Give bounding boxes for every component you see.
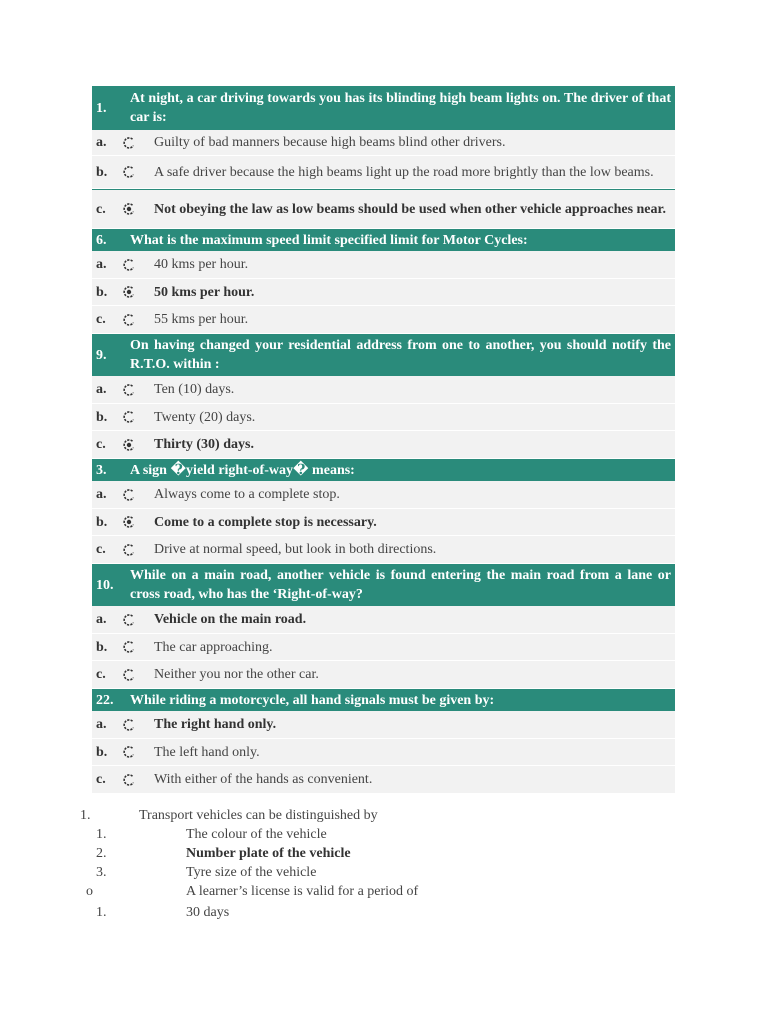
answer-option[interactable] xyxy=(92,606,675,634)
radio-selected-icon[interactable] xyxy=(122,285,154,299)
list-marker: 1. xyxy=(80,808,91,823)
question-header xyxy=(92,86,675,130)
list-marker: 3. xyxy=(96,865,107,880)
option-letter: a. xyxy=(96,257,107,272)
option-text: Twenty (20) days. xyxy=(154,409,256,425)
option-letter: c. xyxy=(96,437,106,452)
question-text: At night, a car driving towards you has its blinding high beam lights on. The driver of that car is: xyxy=(130,91,671,125)
option-letter: a. xyxy=(96,612,107,627)
option-text: Thirty (30) days. xyxy=(154,437,254,452)
list-marker: 2. xyxy=(96,846,107,861)
answer-option[interactable] xyxy=(92,156,675,189)
question-number: 6. xyxy=(96,232,107,248)
question-text: What is the maximum speed limit specified limit for Motor Cycles: xyxy=(130,232,528,248)
radio-unselected-icon[interactable] xyxy=(122,613,154,627)
radio-unselected-icon[interactable] xyxy=(122,258,154,272)
radio-unselected-icon[interactable] xyxy=(122,410,154,424)
answer-option[interactable] xyxy=(92,536,675,564)
option-text: Drive at normal speed, but look in both directions. xyxy=(154,542,437,557)
option-text: With either of the hands as convenient. xyxy=(154,772,373,787)
option-letter: c. xyxy=(96,667,106,682)
option-letter: a. xyxy=(96,382,107,397)
question-number: 9. xyxy=(96,347,107,363)
option-text: The car approaching. xyxy=(154,639,273,655)
list-text: Tyre size of the vehicle xyxy=(186,865,317,880)
list-text: Transport vehicles can be distinguished by xyxy=(139,808,378,823)
answer-option[interactable] xyxy=(92,306,675,334)
option-text: 40 kms per hour. xyxy=(154,257,249,272)
option-letter: b. xyxy=(96,164,108,180)
answer-option[interactable] xyxy=(92,481,675,509)
radio-unselected-icon[interactable] xyxy=(122,668,154,682)
question-header xyxy=(92,689,675,711)
option-text: 55 kms per hour. xyxy=(154,312,249,327)
question-text: A sign �yield right-of-way� means: xyxy=(130,462,355,478)
list-marker: 1. xyxy=(96,827,107,842)
radio-unselected-icon[interactable] xyxy=(122,543,154,557)
option-text: Come to a complete stop is necessary. xyxy=(154,514,377,530)
option-text: Vehicle on the main road. xyxy=(154,612,307,627)
radio-unselected-icon[interactable] xyxy=(122,718,154,732)
option-text: The right hand only. xyxy=(154,717,277,732)
option-letter: b. xyxy=(96,409,108,425)
list-text: The colour of the vehicle xyxy=(186,827,327,842)
list-marker: 1. xyxy=(96,905,107,920)
answer-option[interactable] xyxy=(92,739,675,766)
option-text: A safe driver because the high beams light up the road more brightly than the low beams. xyxy=(154,164,654,180)
option-letter: b. xyxy=(96,514,108,530)
option-letter: a. xyxy=(96,487,107,502)
answer-option[interactable] xyxy=(92,189,675,229)
option-letter: b. xyxy=(96,639,108,655)
list-text: A learner’s license is valid for a period of xyxy=(186,884,419,899)
question-header xyxy=(92,334,675,376)
question-number: 3. xyxy=(96,462,107,478)
radio-selected-icon[interactable] xyxy=(122,515,154,529)
answer-option[interactable] xyxy=(92,509,675,536)
answer-option[interactable] xyxy=(92,634,675,661)
answer-option[interactable] xyxy=(92,279,675,306)
radio-unselected-icon[interactable] xyxy=(122,745,154,759)
question-text: While on a main road, another vehicle is found entering the main road from a lane or cross road, who has the ‘Right-of-way? xyxy=(130,568,671,602)
radio-unselected-icon[interactable] xyxy=(122,313,154,327)
answer-option[interactable] xyxy=(92,130,675,156)
answer-option[interactable] xyxy=(92,404,675,431)
option-text: Ten (10) days. xyxy=(154,382,235,397)
option-letter: b. xyxy=(96,284,108,300)
list-text: 30 days xyxy=(186,905,230,920)
list-text: Number plate of the vehicle xyxy=(186,846,351,861)
question-number: 10. xyxy=(96,577,114,593)
question-number: 1. xyxy=(96,100,107,116)
question-header xyxy=(92,459,675,481)
radio-selected-icon[interactable] xyxy=(122,438,154,452)
option-text: Not obeying the law as low beams should be used when other vehicle approaches near. xyxy=(154,201,666,217)
option-letter: b. xyxy=(96,744,108,760)
option-letter: c. xyxy=(96,201,106,217)
option-text: Guilty of bad manners because high beams blind other drivers. xyxy=(154,135,506,150)
answer-option[interactable] xyxy=(92,431,675,459)
radio-unselected-icon[interactable] xyxy=(122,136,154,150)
radio-unselected-icon[interactable] xyxy=(122,488,154,502)
question-header xyxy=(92,564,675,606)
question-text: While riding a motorcycle, all hand signals must be given by: xyxy=(130,692,495,708)
answer-option[interactable] xyxy=(92,376,675,404)
question-header xyxy=(92,229,675,251)
option-text: Neither you nor the other car. xyxy=(154,667,319,682)
radio-unselected-icon[interactable] xyxy=(122,165,154,179)
radio-selected-icon[interactable] xyxy=(122,202,154,216)
answer-option[interactable] xyxy=(92,711,675,739)
option-letter: c. xyxy=(96,312,106,327)
option-letter: a. xyxy=(96,717,107,732)
answer-option[interactable] xyxy=(92,766,675,794)
option-text: The left hand only. xyxy=(154,744,260,760)
answer-option[interactable] xyxy=(92,251,675,279)
option-text: 50 kms per hour. xyxy=(154,284,255,300)
radio-unselected-icon[interactable] xyxy=(122,773,154,787)
radio-unselected-icon[interactable] xyxy=(122,640,154,654)
question-text: On having changed your residential address from one to another, you should notify the R.T.O. within : xyxy=(130,338,671,372)
radio-unselected-icon[interactable] xyxy=(122,383,154,397)
list-marker: o xyxy=(86,884,93,899)
answer-option[interactable] xyxy=(92,661,675,689)
option-letter: c. xyxy=(96,772,106,787)
question-number: 22. xyxy=(96,692,114,708)
option-text: Always come to a complete stop. xyxy=(154,487,340,502)
option-letter: c. xyxy=(96,542,106,557)
option-letter: a. xyxy=(96,135,107,150)
quiz-table xyxy=(92,86,675,794)
